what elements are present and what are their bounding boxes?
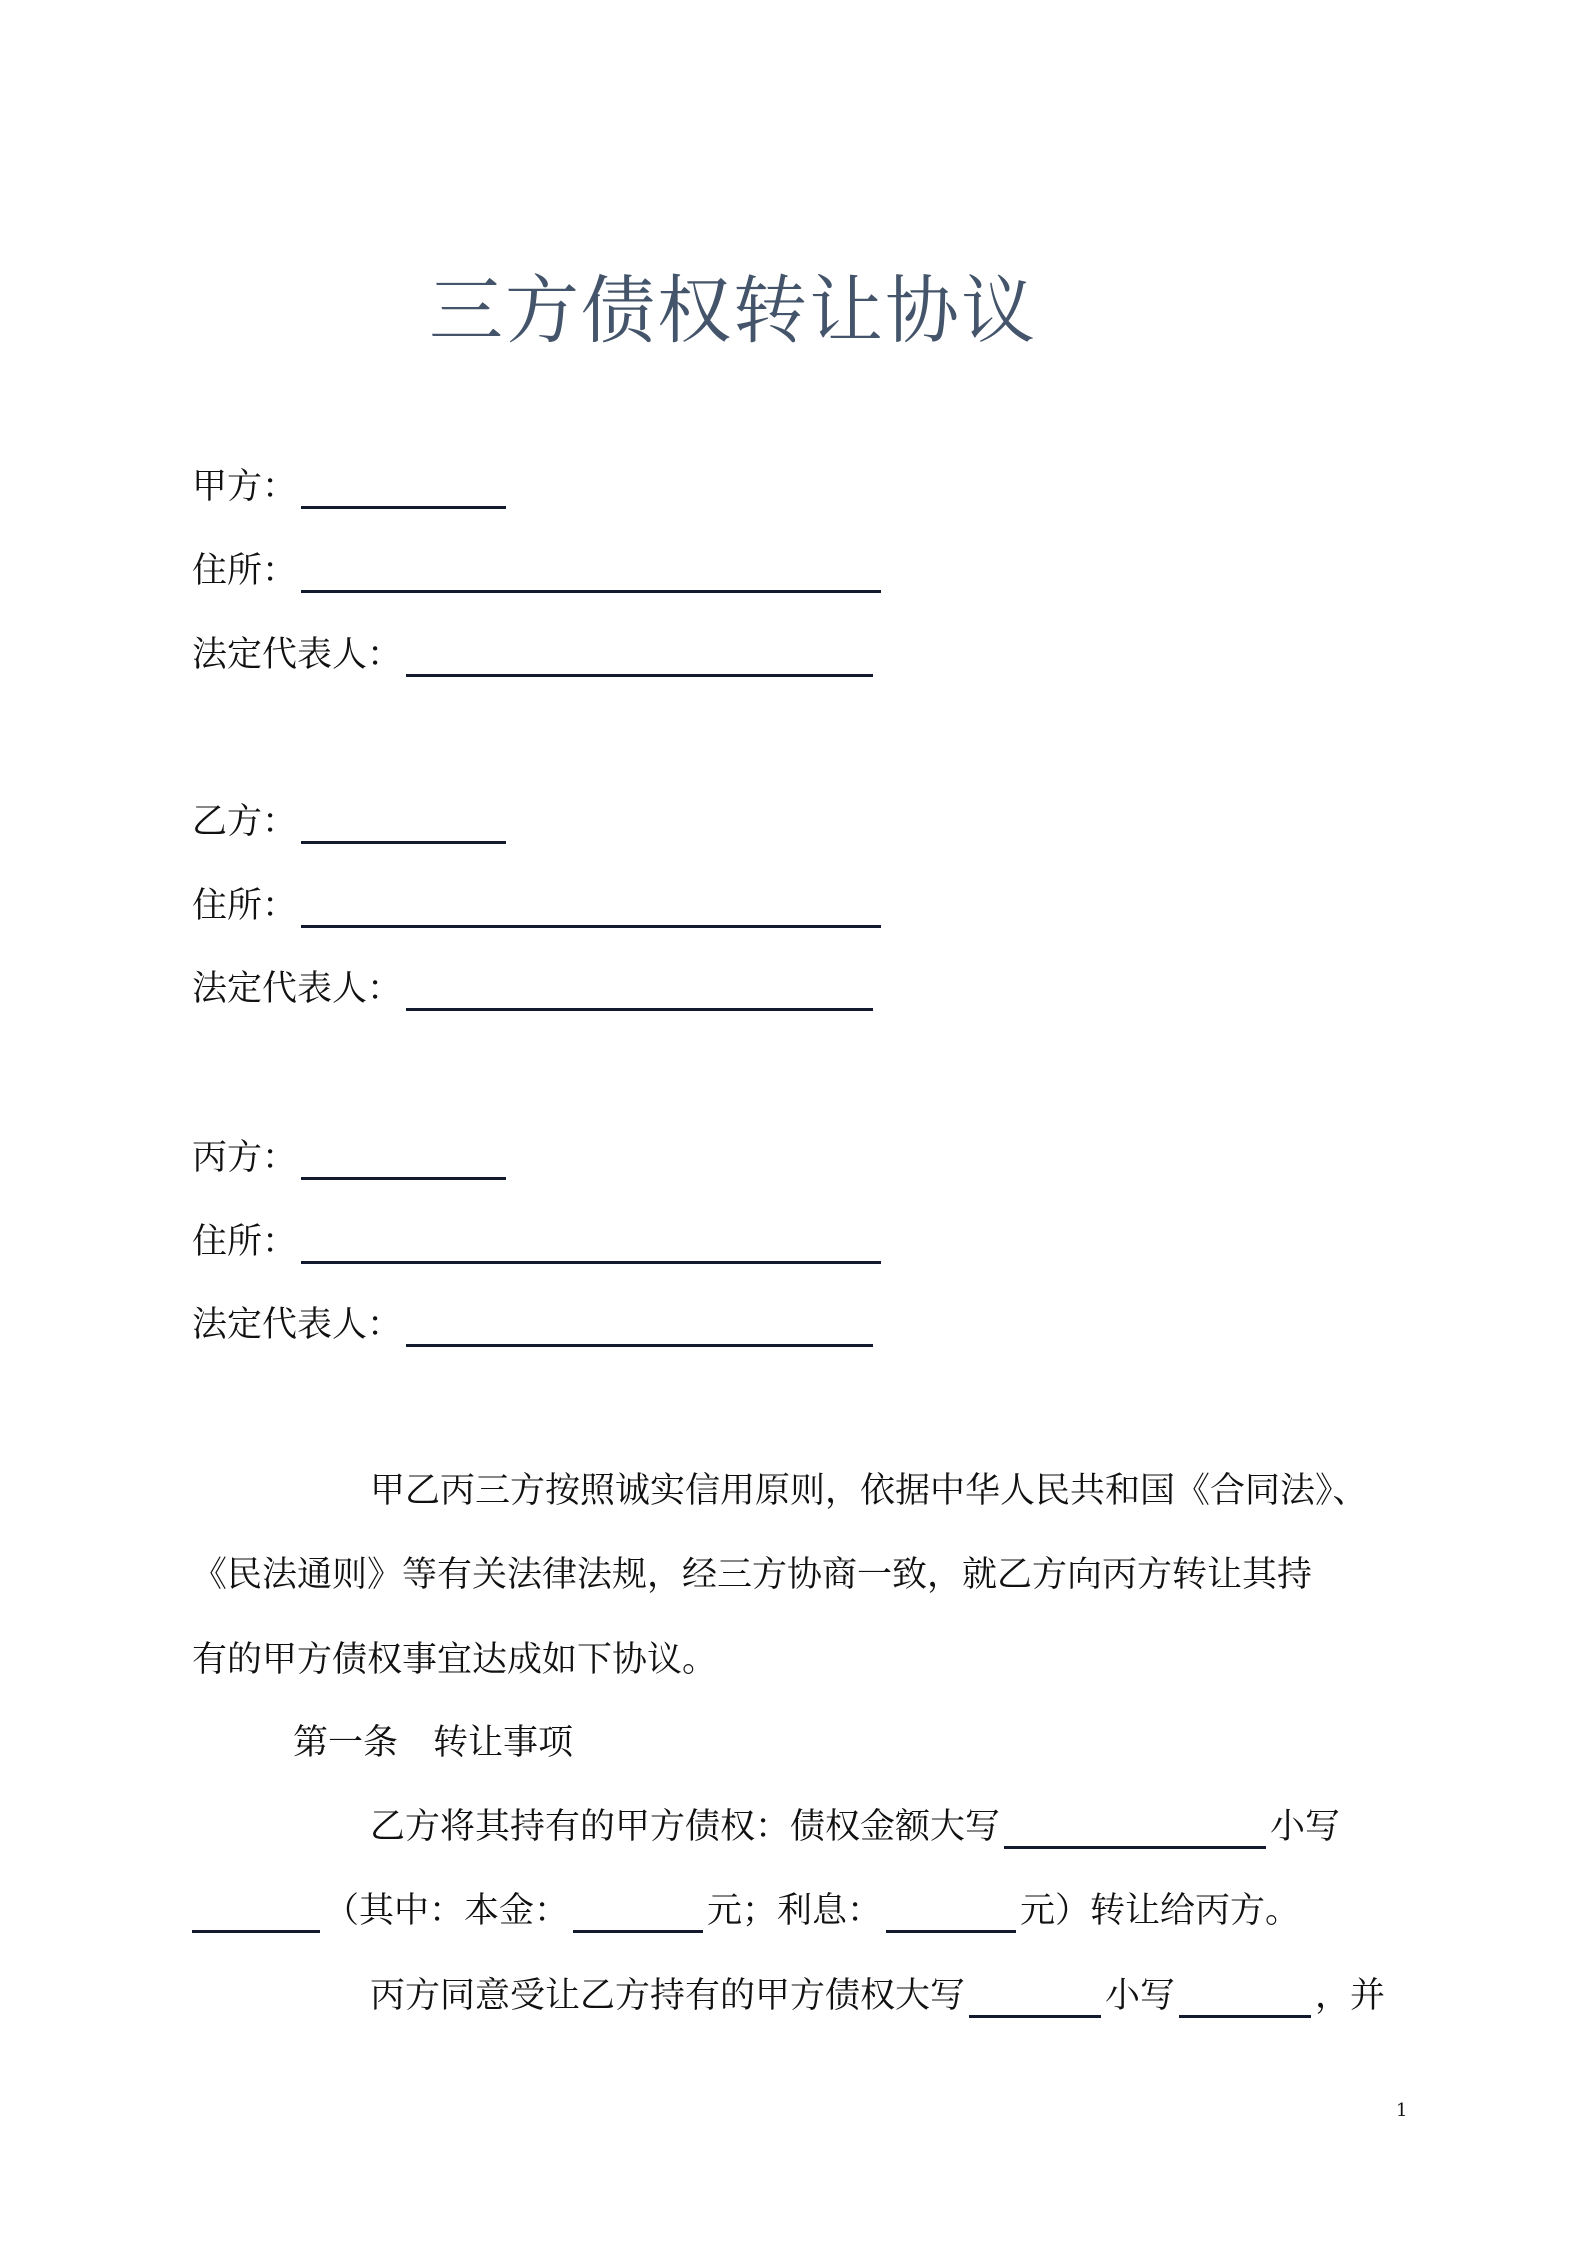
party-b-name-blank[interactable] — [301, 807, 506, 844]
party-b-address-row — [192, 884, 885, 928]
label: 住所： — [192, 551, 298, 591]
party-a-rep-row — [192, 633, 877, 677]
label: 乙方： — [192, 802, 298, 842]
label: 法定代表人： — [192, 969, 403, 1009]
party-c-name-row — [192, 1136, 510, 1180]
label: 甲方： — [192, 467, 298, 507]
label: 丙方： — [192, 1138, 298, 1178]
party-a-address-row — [192, 549, 885, 593]
amount-figures-blank[interactable] — [192, 1896, 320, 1933]
party-a-rep-blank[interactable] — [406, 640, 873, 677]
page-number: 1 — [1396, 2100, 1408, 2121]
party-c-address-blank[interactable] — [301, 1227, 881, 1264]
accept-amount-figures-blank[interactable] — [1179, 1981, 1311, 2018]
article-1-heading: 第一条 转让事项 — [293, 1723, 574, 1763]
party-c-rep-row — [192, 1303, 877, 1347]
interest-blank[interactable] — [886, 1896, 1016, 1933]
amount-words-blank[interactable] — [1004, 1812, 1266, 1849]
party-c-rep-blank[interactable] — [406, 1310, 873, 1347]
label: 法定代表人： — [192, 1305, 403, 1345]
party-a-name-blank[interactable] — [301, 472, 506, 509]
text: 小写 — [1105, 1976, 1176, 2016]
text: 丙方同意受让乙方持有的甲方债权大写 — [370, 1976, 966, 2016]
text: 元）转让给丙方。 — [1020, 1891, 1301, 1931]
text: ，并 — [1315, 1976, 1386, 2016]
party-a-address-blank[interactable] — [301, 556, 881, 593]
document-title: 三方债权转让协议 — [429, 268, 1037, 354]
party-b-rep-blank[interactable] — [406, 974, 873, 1011]
article-1-para-1-line-2 — [192, 1889, 1300, 1933]
text: （其中：本金： — [324, 1891, 570, 1931]
accept-amount-words-blank[interactable] — [969, 1981, 1101, 2018]
party-a-name-row — [192, 465, 510, 509]
party-b-rep-row — [192, 967, 877, 1011]
party-b-address-blank[interactable] — [301, 891, 881, 928]
article-1-para-2-line-1 — [370, 1974, 1385, 2018]
preamble-line-2: 《民法通则》等有关法律法规，经三方协商一致，就乙方向丙方转让其持 — [192, 1555, 1313, 1595]
preamble-line-1: 甲乙丙三方按照诚实信用原则，依据中华人民共和国《合同法》、 — [370, 1471, 1368, 1511]
label: 住所： — [192, 1222, 298, 1262]
principal-blank[interactable] — [573, 1896, 703, 1933]
party-c-name-blank[interactable] — [301, 1143, 506, 1180]
label: 法定代表人： — [192, 635, 403, 675]
text: 元；利息： — [707, 1891, 883, 1931]
text: 乙方将其持有的甲方债权：债权金额大写 — [370, 1807, 1001, 1847]
text: 小写 — [1270, 1807, 1341, 1847]
label: 住所： — [192, 886, 298, 926]
preamble-line-3: 有的甲方债权事宜达成如下协议。 — [192, 1640, 718, 1680]
article-1-para-1-line-1 — [370, 1805, 1340, 1849]
party-b-name-row — [192, 800, 510, 844]
party-c-address-row — [192, 1220, 885, 1264]
